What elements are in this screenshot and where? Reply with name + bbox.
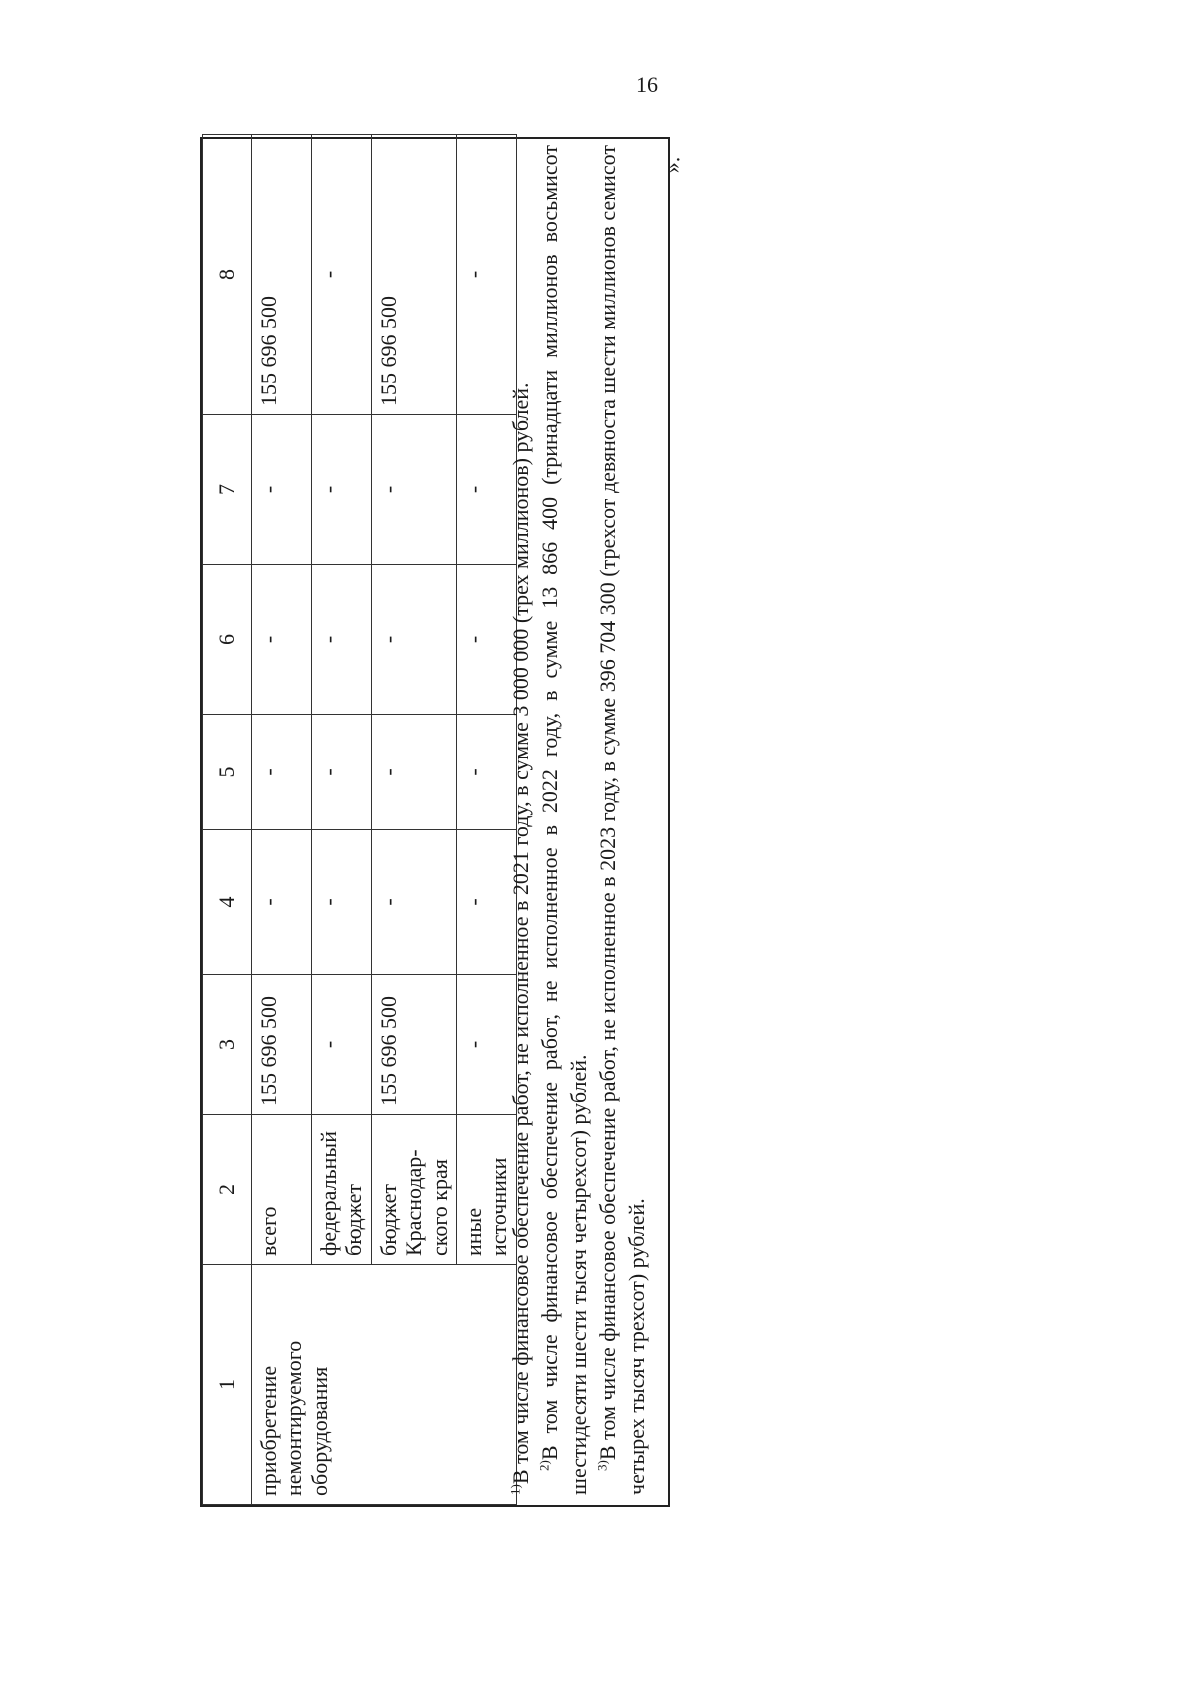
column-header: 1 [203, 1265, 252, 1505]
financing-table-frame [200, 137, 670, 1507]
value-cell: 155 696 500 [252, 135, 312, 415]
table-row [252, 135, 312, 1505]
value-cell: 155 696 500 [372, 135, 457, 415]
page-number: 16 [636, 72, 658, 97]
footnote [506, 145, 535, 1495]
value-cell: - [252, 830, 312, 975]
value-cell: - [312, 135, 372, 415]
financing-table [202, 134, 517, 1505]
column-header: 8 [203, 135, 252, 415]
value-cell: - [312, 975, 372, 1115]
value-cell: - [372, 830, 457, 975]
value-cell: - [456, 565, 516, 715]
value-cell: - [312, 565, 372, 715]
value-cell: 155 696 500 [372, 975, 457, 1115]
column-header: 7 [203, 415, 252, 565]
footnote-text: В том числе финансовое обеспечение работ, не исполненное в 2021 году, в сумме 3 000 000 (трех миллионов) рублей. [508, 382, 533, 1485]
column-header: 2 [203, 1115, 252, 1265]
source-cell: иные источники [456, 1115, 516, 1265]
value-cell: - [312, 715, 372, 830]
value-cell: - [372, 715, 457, 830]
footnote-mark: 1) [507, 1484, 523, 1495]
value-cell: 155 696 500 [252, 975, 312, 1115]
value-cell: - [456, 715, 516, 830]
value-cell: - [252, 715, 312, 830]
header-row [203, 135, 252, 1505]
rotated-content [200, 137, 670, 1507]
column-header: 6 [203, 565, 252, 715]
footnote-text: В том числе финансовое обеспечение работ, не исполненное в 2023 году, в сумме 396 704 300 (трехсот девяноста шести миллионов семисот четырех тысяч трехсот) рублей. [595, 145, 650, 1495]
value-cell: - [456, 975, 516, 1115]
source-cell: всего [252, 1115, 312, 1265]
column-header: 3 [203, 975, 252, 1115]
value-cell: - [312, 830, 372, 975]
value-cell: - [252, 415, 312, 565]
footnote [593, 145, 651, 1495]
footnote [535, 145, 593, 1495]
value-cell: - [252, 565, 312, 715]
footnote-mark: 3) [594, 1460, 610, 1471]
value-cell: - [456, 830, 516, 975]
value-cell: - [456, 415, 516, 565]
closing-quote-mark: ». [659, 156, 685, 174]
footnote-text: В том числе финансовое обеспечение работ, не исполненное в 2022 году, в сумме 13 866 400 (тринадцати миллионов восьмисот шестидесяти шести тысяч четырехсот) рублей. [537, 145, 592, 1495]
item-label-cell: приобретение немонтируемого оборудования [252, 1265, 517, 1505]
value-cell: - [372, 565, 457, 715]
footnotes [500, 135, 672, 1505]
column-header: 5 [203, 715, 252, 830]
footnote-mark: 2) [536, 1460, 552, 1471]
column-header: 4 [203, 830, 252, 975]
source-cell: бюджет Краснодар-ского края [372, 1115, 457, 1265]
value-cell: - [372, 415, 457, 565]
value-cell: - [312, 415, 372, 565]
source-cell: федеральный бюджет [312, 1115, 372, 1265]
value-cell: - [456, 135, 516, 415]
